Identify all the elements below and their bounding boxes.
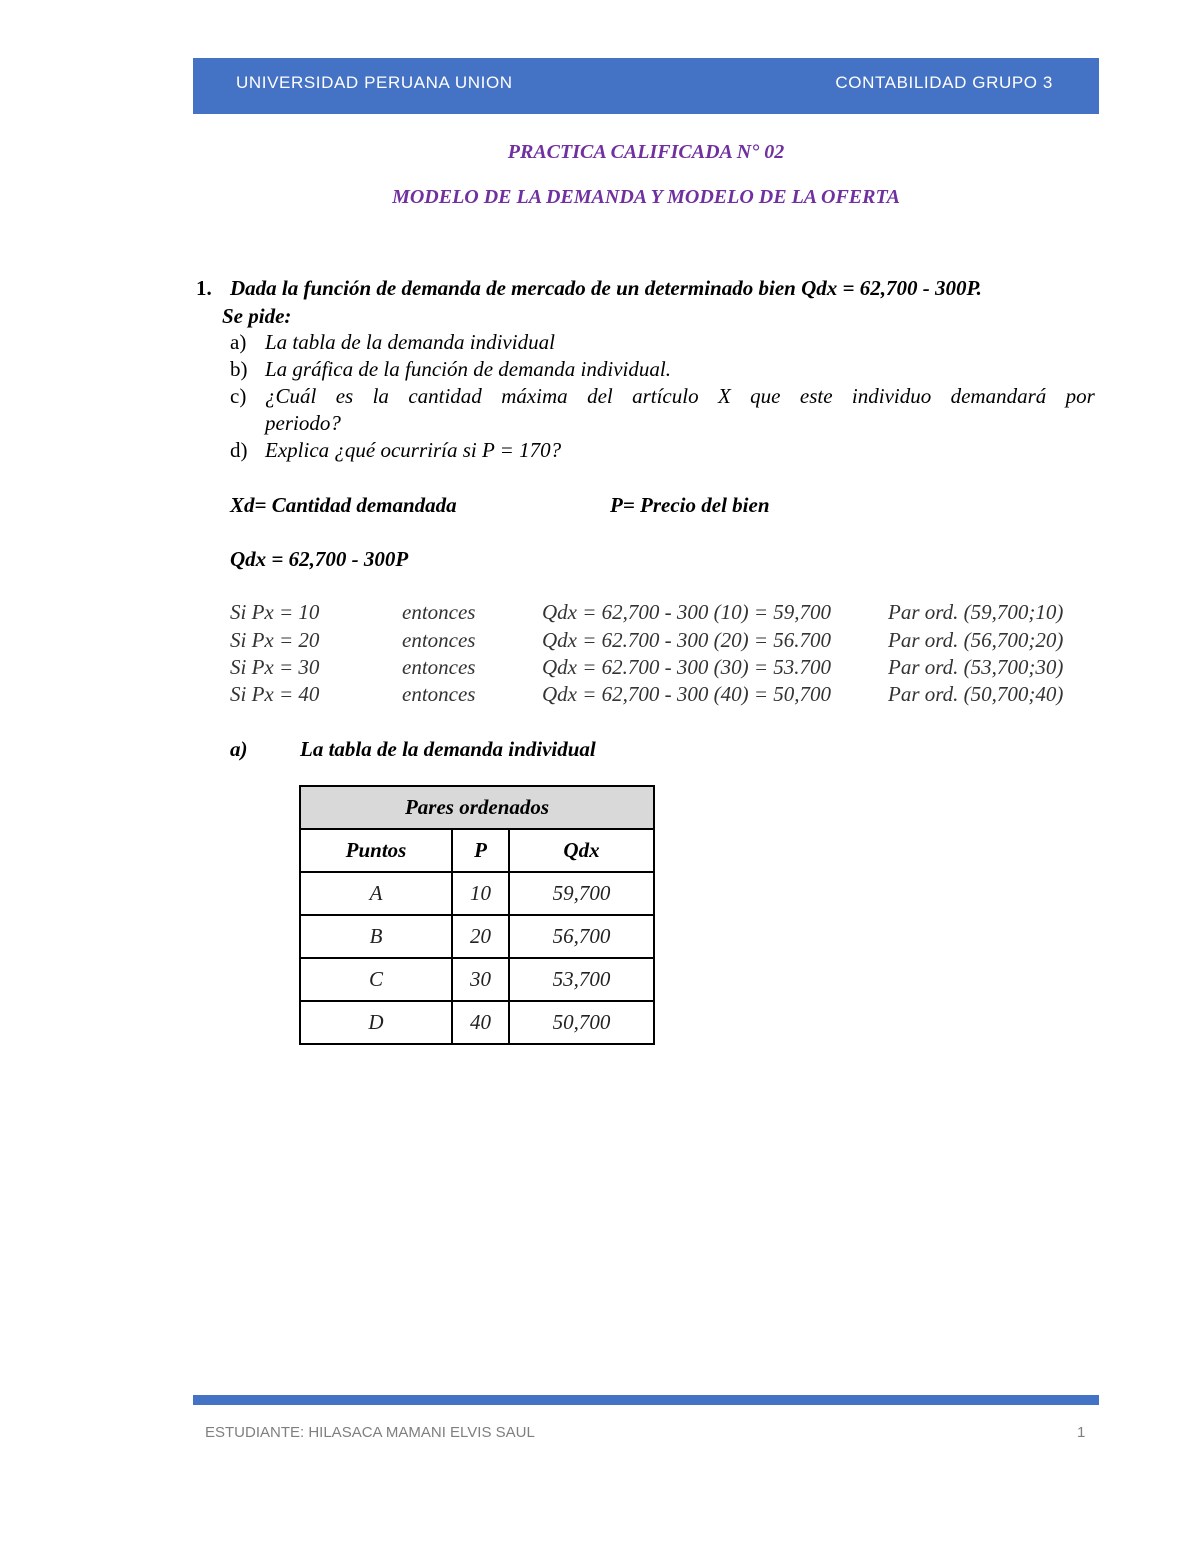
table-cell: A [300,872,452,915]
item-text: Explica ¿qué ocurriría si P = 170? [265,438,562,462]
table-row [300,872,654,915]
question-number: 1. [196,276,212,300]
table-cell: 53,700 [509,958,654,1001]
table-caption: Pares ordenados [300,786,654,829]
demand-formula: Qdx = 62,700 - 300P [230,547,409,571]
footer-divider [193,1395,1099,1405]
justified-word: máxima [501,384,568,408]
calc-pair: Par ord. (59,700;10) [888,600,1064,624]
calc-condition: Si Px = 10 [230,600,320,624]
column-header: Qdx [509,829,654,872]
calc-condition: Si Px = 20 [230,628,320,652]
calc-then: entonces [402,628,476,652]
table-row [300,958,654,1001]
calc-equation: Qdx = 62,700 - 300 (10) = 59,700 [542,600,832,624]
table-cell: 30 [452,958,509,1001]
column-header: P [452,829,509,872]
item-text: La gráfica de la función de demanda individual. [265,357,671,381]
question-statement: Dada la función de demanda de mercado de un determinado bien Qdx = 62,700 - 300P. [230,276,982,300]
definition-p: P= Precio del bien [610,493,770,517]
calc-equation: Qdx = 62.700 - 300 (30) = 53.700 [542,655,832,679]
ordered-pairs-table [299,785,655,1045]
table-cell: C [300,958,452,1001]
justified-word: este [799,384,833,408]
document-subtitle: MODELO DE LA DEMANDA Y MODELO DE LA OFERTA [392,186,900,208]
calc-then: entonces [402,600,476,624]
justified-word: por [1065,384,1095,408]
justified-word: que [750,384,781,408]
justified-word: individuo [851,384,932,408]
table-cell: D [300,1001,452,1044]
table-header-row [300,829,654,872]
item-text-continuation: periodo? [265,411,341,435]
table-row [300,915,654,958]
justified-word: la [372,384,389,408]
footer-student: ESTUDIANTE: HILASACA MAMANI ELVIS SAUL [205,1424,535,1441]
table-cell: 56,700 [509,915,654,958]
justified-word: del [587,384,613,408]
section-letter: a) [230,737,248,761]
page-number: 1 [1077,1424,1086,1441]
item-letter: b) [230,357,248,381]
calc-then: entonces [402,655,476,679]
justified-word: demandará [950,384,1047,408]
item-text: La tabla de la demanda individual [265,330,555,354]
header-course: CONTABILIDAD GRUPO 3 [835,73,1053,92]
calc-condition: Si Px = 40 [230,682,320,706]
section-title: La tabla de la demanda individual [300,737,596,761]
table-caption-row [300,786,654,829]
item-letter: c) [230,384,247,408]
column-header: Puntos [300,829,452,872]
definition-xd: Xd= Cantidad demandada [230,493,457,517]
calc-condition: Si Px = 30 [230,655,320,679]
table-row [300,1001,654,1044]
calc-then: entonces [402,682,476,706]
header-university: UNIVERSIDAD PERUANA UNION [236,73,513,92]
table-cell: 20 [452,915,509,958]
table-cell: 10 [452,872,509,915]
justified-word: cantidad [408,384,482,408]
justified-word: X [717,384,731,408]
justified-word: es [335,384,354,408]
justified-word: ¿Cuál [265,384,317,408]
table-cell: B [300,915,452,958]
item-letter: a) [230,330,247,354]
se-pide-label: Se pide: [222,304,292,328]
justified-word: artículo [632,384,699,408]
calc-pair: Par ord. (53,700;30) [888,655,1064,679]
item-letter: d) [230,438,248,462]
table-cell: 50,700 [509,1001,654,1044]
calc-pair: Par ord. (56,700;20) [888,628,1064,652]
item-text-justified [265,384,1095,409]
document-title: PRACTICA CALIFICADA N° 02 [507,141,785,163]
calc-pair: Par ord. (50,700;40) [888,682,1064,706]
calc-equation: Qdx = 62,700 - 300 (40) = 50,700 [542,682,832,706]
table-cell: 40 [452,1001,509,1044]
table-cell: 59,700 [509,872,654,915]
page-header [193,58,1099,114]
calc-equation: Qdx = 62.700 - 300 (20) = 56.700 [542,628,832,652]
